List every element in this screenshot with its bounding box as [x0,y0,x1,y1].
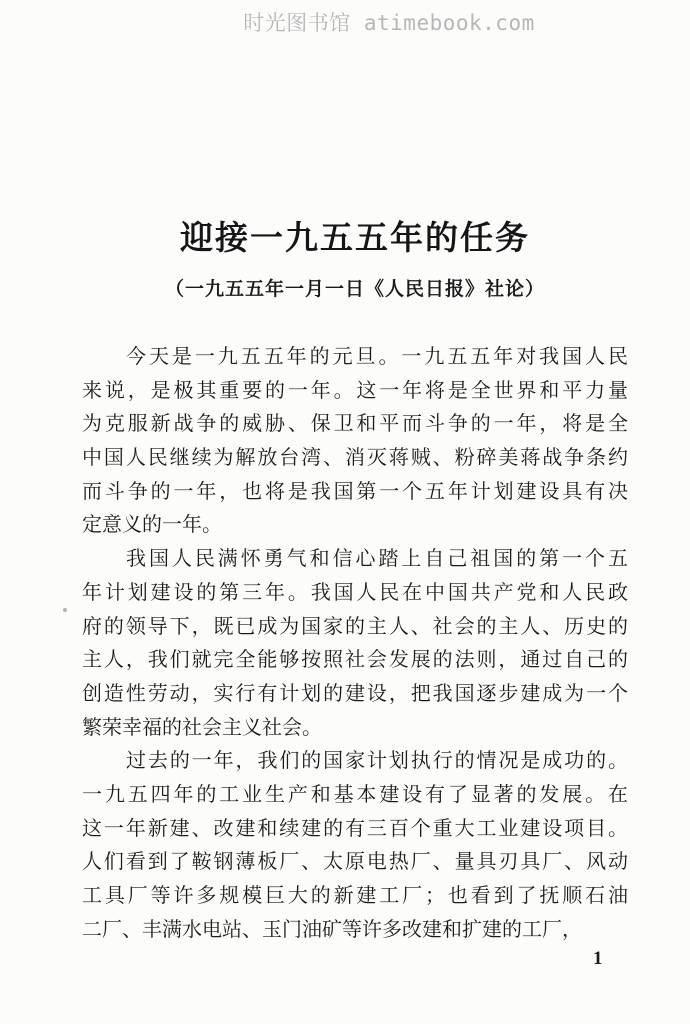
site-watermark: 时光图书馆 atimebook.com [243,11,535,35]
body-text-line: 中国人民继续为解放台湾、消灭蒋贼、粉碎美蒋战争条约 [82,447,628,470]
body-text-line: 而斗争的一年，也将是我国第一个五年计划建设具有决 [82,480,628,503]
body-text-line: 为克服新战争的威胁、保卫和平而斗争的一年，将是全 [82,413,628,436]
page-number: 1 [593,948,603,969]
body-text-line: 这一年新建、改建和续建的有三百个重大工业建设项目。 [82,817,628,840]
article-subtitle: （一九五五年一月一日《人民日报》社论） [164,279,545,300]
body-text-line: 一九五四年的工业生产和基本建设有了显著的发展。在 [82,783,628,806]
body-text-line: 工具厂等许多规模巨大的新建工厂；也看到了抚顺石油 [82,885,628,907]
body-text-line: 定意义的一年。 [82,514,222,537]
body-text-line: 年计划建设的第三年。我国人民在中国共产党和人民政 [82,581,628,604]
body-text-line: 府的领导下，既已成为国家的主人、社会的主人、历史的 [82,615,628,638]
body-text-line: 过去的一年，我们的国家计划执行的情况是成功的。 [126,750,628,773]
scan-artifact-dot [63,608,67,612]
article-title: 迎接一九五五年的任务 [180,219,530,256]
body-text-line: 人们看到了鞍钢薄板厂、太原电热厂、量具刃具厂、风动 [82,851,628,874]
body-text-line: 主人，我们就完全能够按照社会发展的法则，通过自己的 [82,649,628,672]
body-text-line: 二厂、丰满水电站、玉门油矿等许多改建和扩建的工厂， [82,918,582,941]
body-text-line: 今天是一九五五年的元旦。一九五五年对我国人民 [126,346,628,368]
body-text-line: 我国人民满怀勇气和信心踏上自己祖国的第一个五 [126,548,628,571]
body-text-line: 来说，是极其重要的一年。这一年将是全世界和平力量 [82,379,628,402]
article-body [82,341,628,947]
body-text-line: 创造性劳动，实行有计划的建设，把我国逐步建成为一个 [82,682,628,705]
body-text-line: 繁荣幸福的社会主义社会。 [82,716,322,739]
